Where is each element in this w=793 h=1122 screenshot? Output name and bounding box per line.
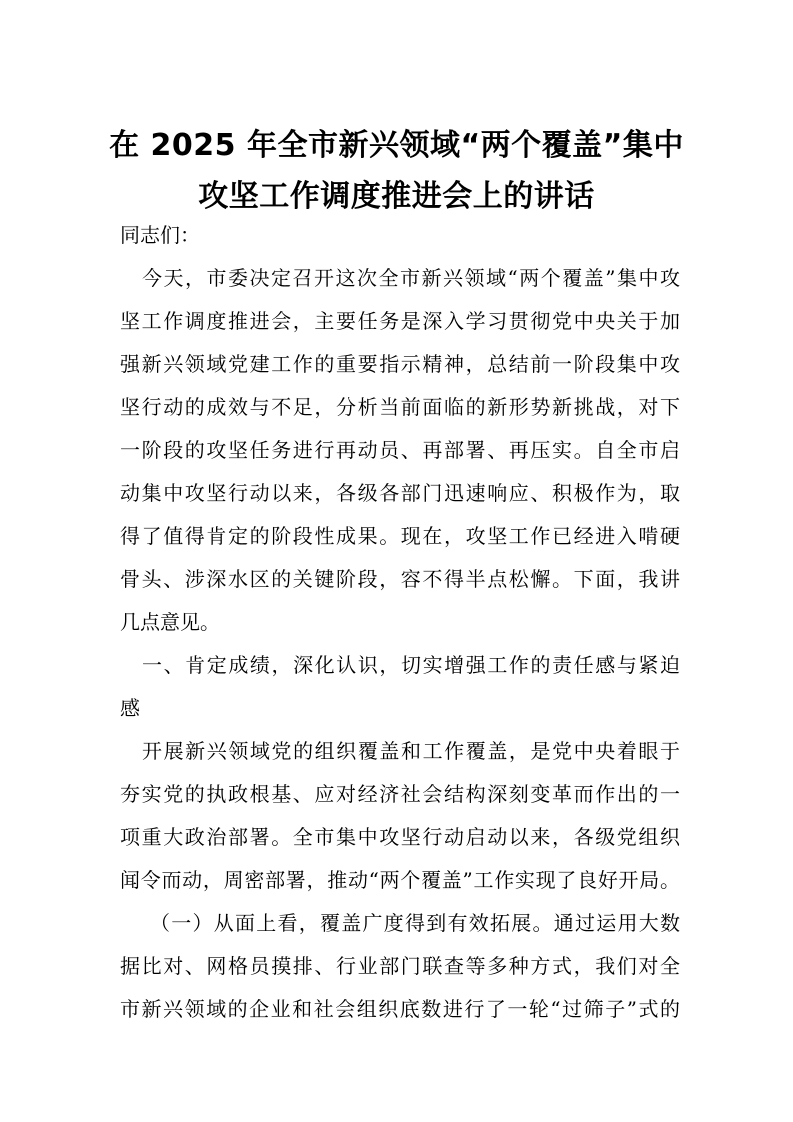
paragraph-line: 市新兴领域的企业和社会组织底数进行了一轮“过筛子”式的 — [120, 997, 680, 1021]
paragraph-line: 得了值得肯定的阶段性成果。现在，攻坚工作已经进入啃硬 — [120, 524, 680, 548]
paragraph-line: 坚工作调度推进会，主要任务是深入学习贯彻党中央关于加 — [120, 309, 680, 333]
paragraph-line: 几点意见。 — [120, 610, 220, 634]
paragraph-line: 夯实党的执政根基、应对经济社会结构深刻变革而作出的一 — [120, 782, 680, 806]
section-heading-line: 一、肯定成绩，深化认识，切实增强工作的责任感与紧迫 — [142, 653, 680, 677]
paragraph-line: 项重大政治部署。全市集中攻坚行动启动以来，各级党组织 — [120, 825, 680, 849]
document-title-line-1: 在 2025 年全市新兴领域“两个覆盖”集中 — [109, 128, 684, 163]
subsection-line: （一）从面上看，覆盖广度得到有效拓展。通过运用大数 — [150, 911, 680, 935]
paragraph-line: 今天，市委决定召开这次全市新兴领域“两个覆盖”集中攻 — [142, 266, 680, 290]
paragraph-line: 闻令而动，周密部署，推动“两个覆盖”工作实现了良好开局。 — [120, 868, 680, 892]
paragraph-line: 动集中攻坚行动以来，各级各部门迅速响应、积极作为，取 — [120, 481, 680, 505]
paragraph-line: 强新兴领域党建工作的重要指示精神，总结前一阶段集中攻 — [120, 352, 680, 376]
paragraph-line: 坚行动的成效与不足，分析当前面临的新形势新挑战，对下 — [120, 395, 680, 419]
paragraph-line: 骨头、涉深水区的关键阶段，容不得半点松懈。下面，我讲 — [120, 567, 680, 591]
paragraph-line: 一阶段的攻坚任务进行再动员、再部署、再压实。自全市启 — [120, 438, 680, 462]
paragraph-line: 据比对、网格员摸排、行业部门联查等多种方式，我们对全 — [120, 954, 680, 978]
section-heading-line: 感 — [120, 696, 140, 720]
paragraph-line: 开展新兴领域党的组织覆盖和工作覆盖，是党中央着眼于 — [142, 739, 680, 763]
salutation: 同志们： — [120, 223, 200, 247]
document-title-line-2: 攻坚工作调度推进会上的讲话 — [198, 179, 595, 214]
